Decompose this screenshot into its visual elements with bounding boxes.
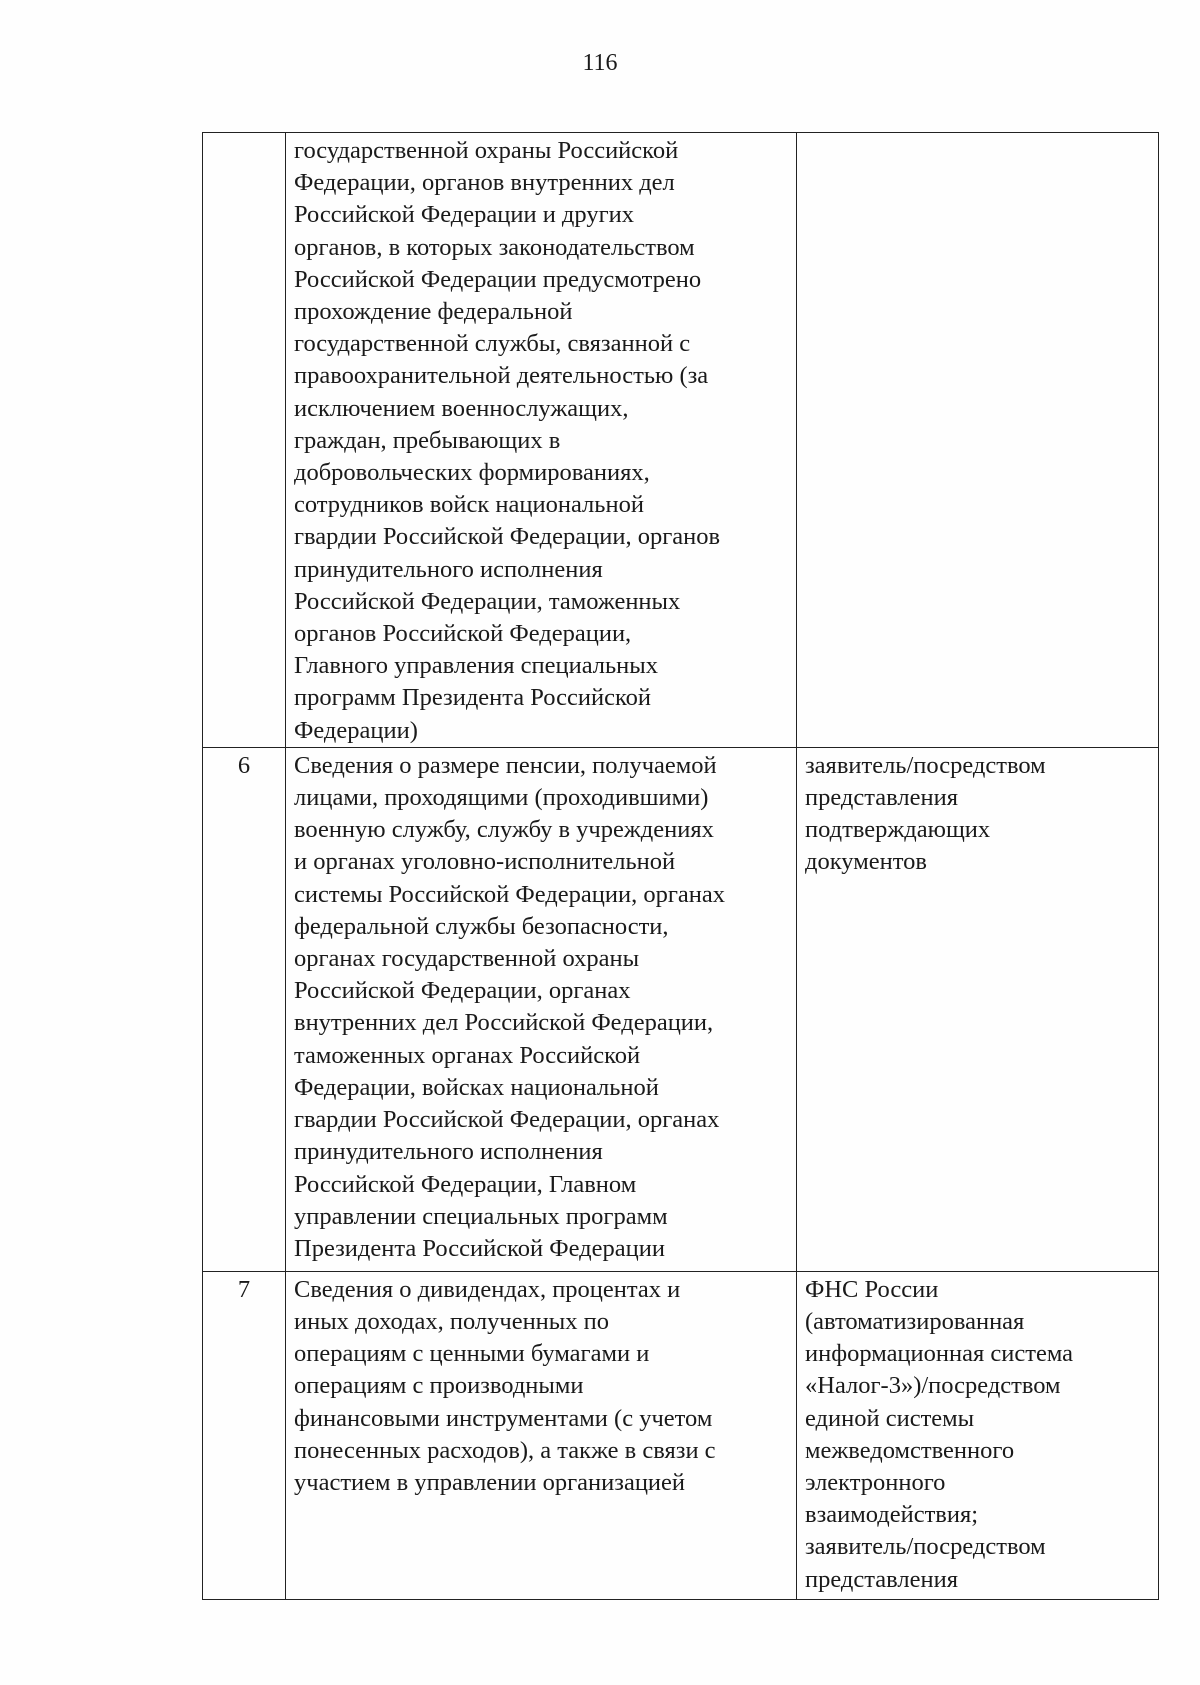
row-source xyxy=(797,133,1159,748)
page-number: 116 xyxy=(582,50,618,76)
table-row xyxy=(203,1271,1159,1599)
row-number: 7 xyxy=(203,1271,286,1599)
row-source: заявитель/посредством представления подтверждающих документов xyxy=(797,747,1159,1271)
row-number: 6 xyxy=(203,747,286,1271)
row-description: Сведения о дивидендах, процентах и иных доходах, полученных по операциям с ценными бумагами и операциям с производными финансовыми инструментами (с учетом понесенных расходов), а также в связи с участием в управлении организацией xyxy=(286,1271,797,1599)
row-number xyxy=(203,133,286,748)
row-description: Сведения о размере пенсии, получаемой лицами, проходящими (проходившими) военную службу, службу в учреждениях и органах уголовно-исполнительной системы Российской Федерации, органах федеральной службы безопасности, органах государственной охраны Российской Федерации, органах внутренних дел Российской Федерации, таможенных органах Российской Федерации, войсках национальной гвардии Российской Федерации, органах принудительного исполнения Российской Федерации, Главном управлении специальных программ Президента Российской Федерации xyxy=(286,747,797,1271)
row-source: ФНС России (автоматизированная информационная система «Налог-3»)/посредством единой системы межведомственного электронного взаимодействия; заявитель/посредством представления xyxy=(797,1271,1159,1599)
row-description: государственной охраны Российской Федерации, органов внутренних дел Российской Федерации и других органов, в которых законодательством Российской Федерации предусмотрено прохождение федеральной государственной службы, связанной с правоохранительной деятельностью (за исключением военнослужащих, граждан, пребывающих в добровольческих формированиях, сотрудников войск национальной гвардии Российской Федерации, органов принудительного исполнения Российской Федерации, таможенных органов Российской Федерации, Главного управления специальных программ Президента Российской Федерации) xyxy=(286,133,797,748)
table-row xyxy=(203,133,1159,748)
table-row xyxy=(203,747,1159,1271)
data-table xyxy=(202,132,1159,1600)
